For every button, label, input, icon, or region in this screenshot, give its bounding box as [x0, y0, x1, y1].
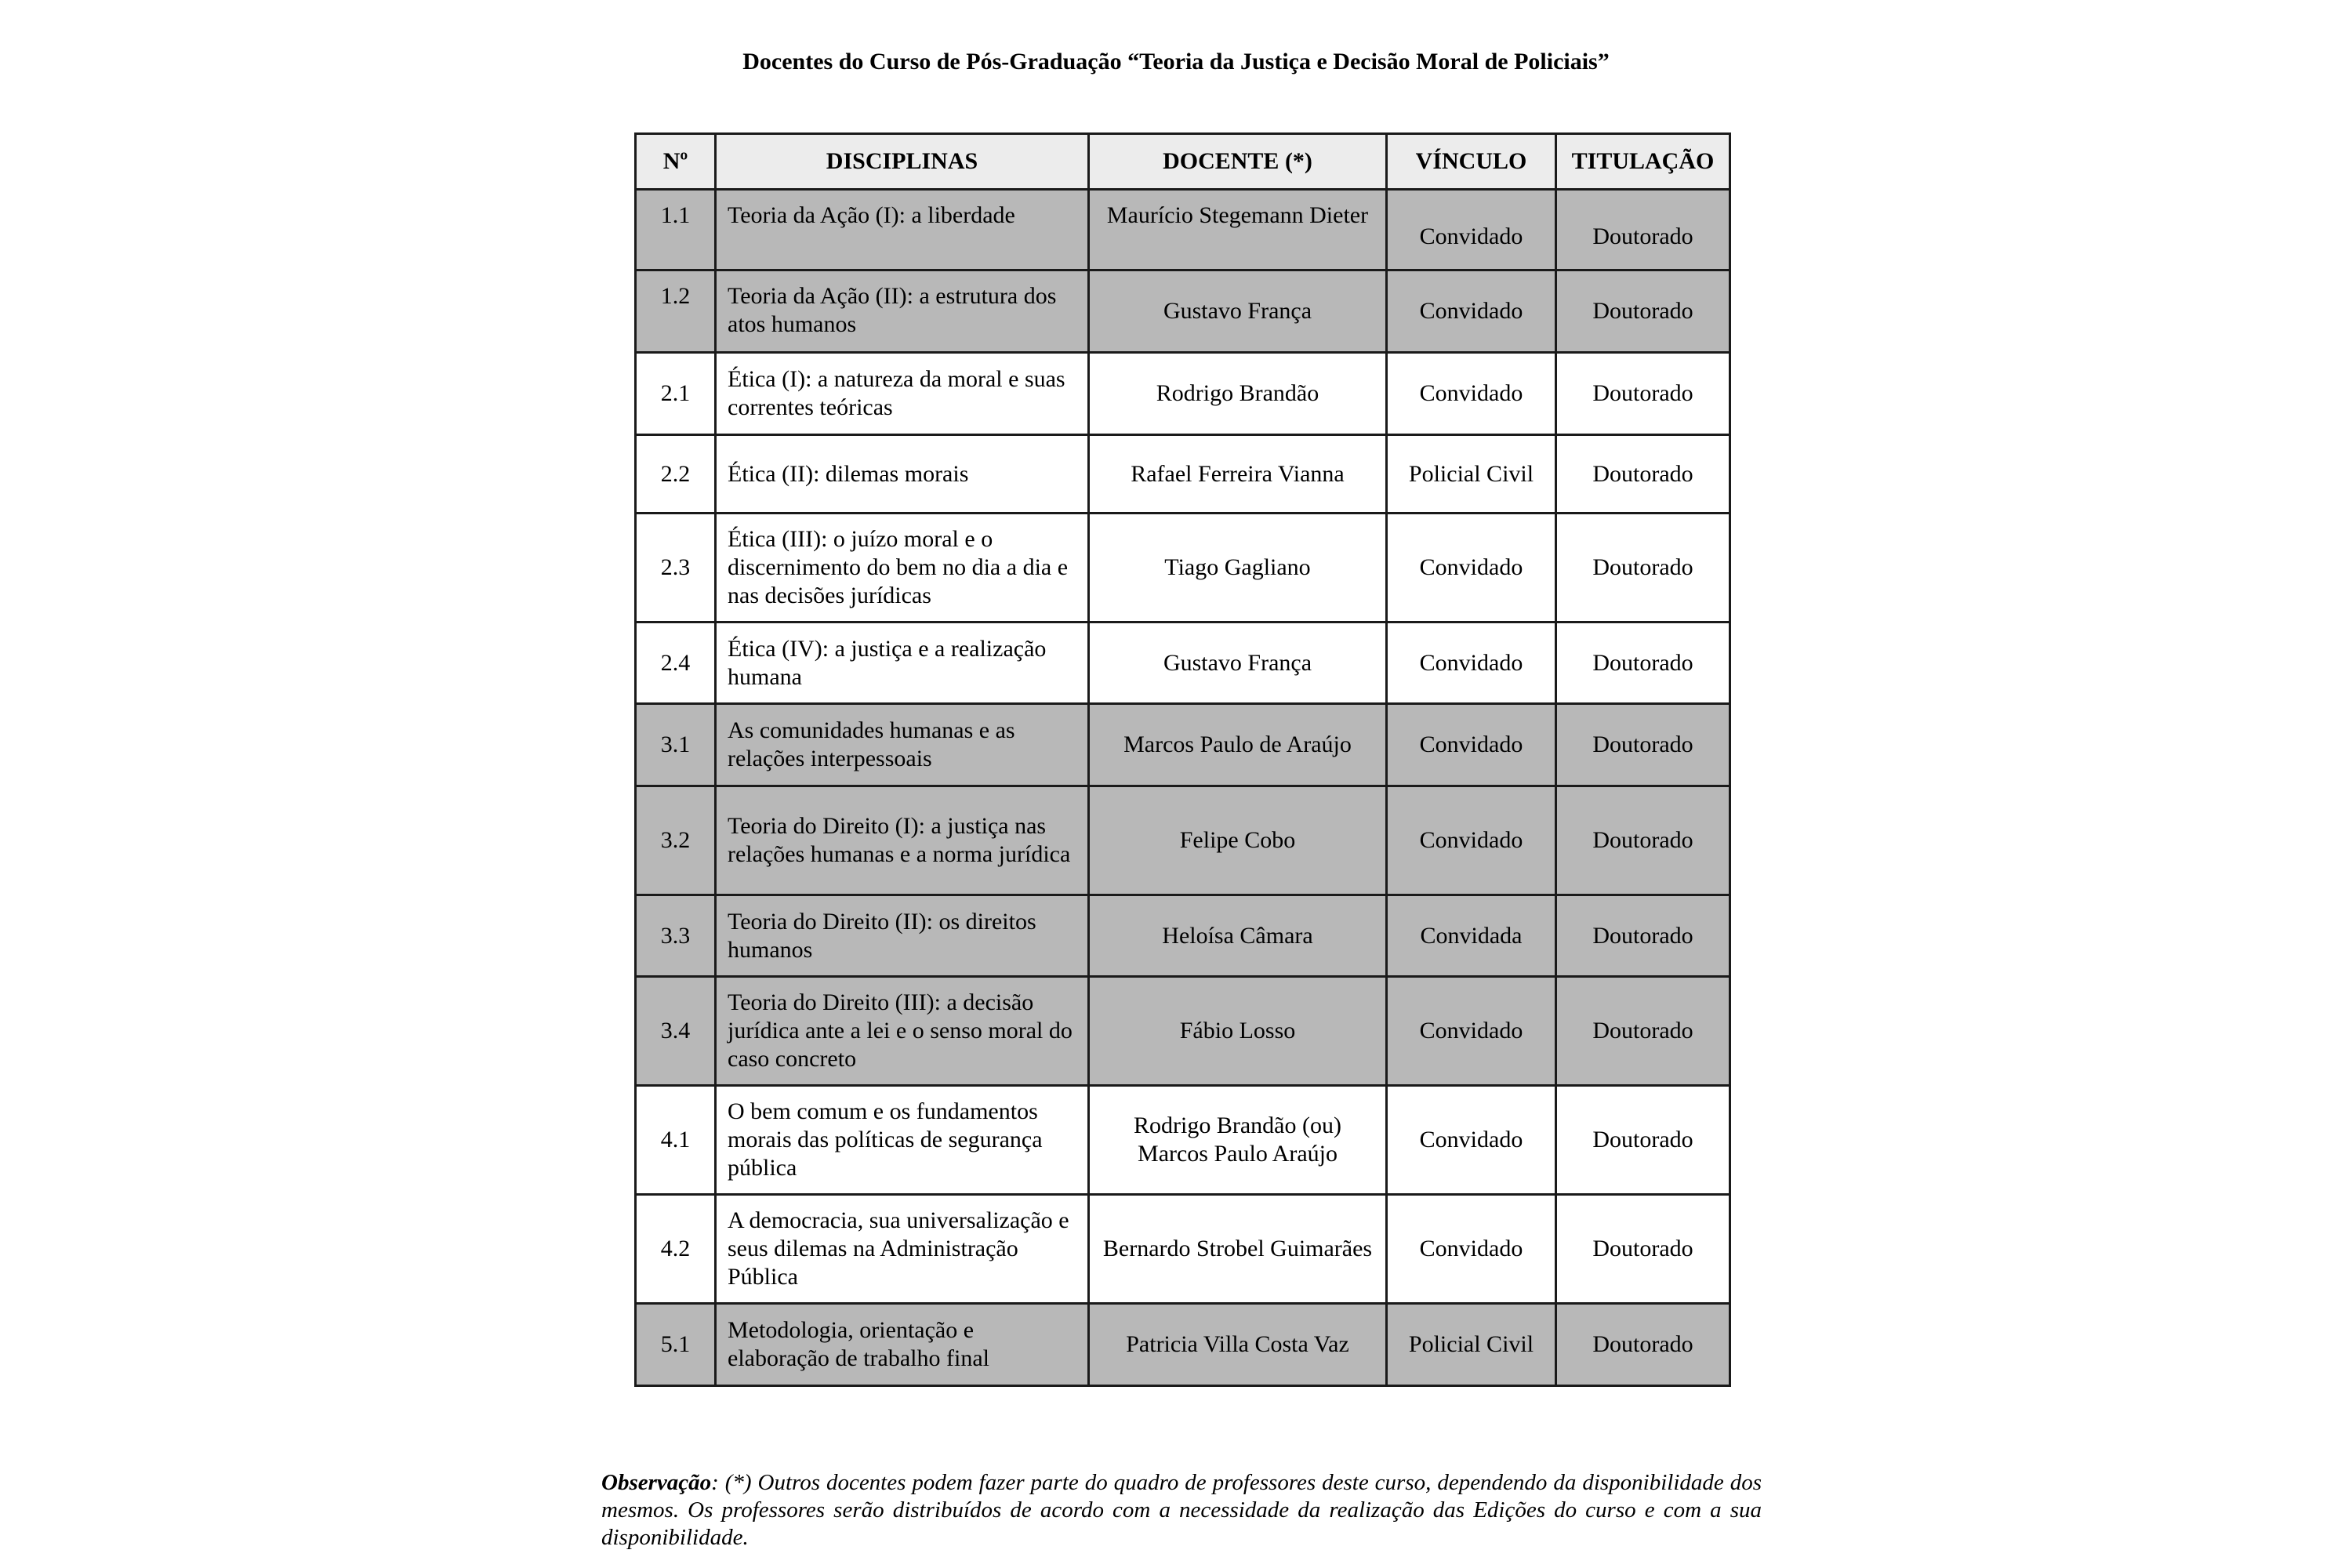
- header-vinculo: VÍNCULO: [1387, 134, 1556, 190]
- cell-disciplina: Teoria do Direito (III): a decisão jurídica ante a lei e o senso moral do caso concreto: [716, 977, 1089, 1086]
- cell-num: 3.4: [636, 977, 716, 1086]
- header-titulacao: TITULAÇÃO: [1556, 134, 1730, 190]
- document-title: Docentes do Curso de Pós-Graduação “Teoria da Justiça e Decisão Moral de Policiais”: [742, 49, 1610, 74]
- footnote: [601, 1469, 1762, 1552]
- cell-docente: Felipe Cobo: [1089, 786, 1387, 895]
- cell-vinculo: Policial Civil: [1387, 435, 1556, 514]
- table-row: [636, 435, 1730, 514]
- faculty-table: [634, 132, 1731, 1387]
- cell-docente: Rafael Ferreira Vianna: [1089, 435, 1387, 514]
- cell-docente: Rodrigo Brandão: [1089, 353, 1387, 435]
- cell-titulacao: Doutorado: [1556, 353, 1730, 435]
- cell-titulacao: Doutorado: [1556, 786, 1730, 895]
- table-row: [636, 190, 1730, 270]
- cell-vinculo: Convidado: [1387, 353, 1556, 435]
- cell-docente: Gustavo França: [1089, 622, 1387, 704]
- cell-docente: Fábio Losso: [1089, 977, 1387, 1086]
- cell-vinculo: Convidado: [1387, 1195, 1556, 1304]
- cell-disciplina: Teoria da Ação (II): a estrutura dos atos humanos: [716, 270, 1089, 353]
- cell-docente: Patricia Villa Costa Vaz: [1089, 1304, 1387, 1386]
- table-row: [636, 622, 1730, 704]
- cell-num: 1.1: [636, 190, 716, 270]
- cell-disciplina: Ética (IV): a justiça e a realização humana: [716, 622, 1089, 704]
- cell-disciplina: Metodologia, orientação e elaboração de trabalho final: [716, 1304, 1089, 1386]
- cell-vinculo: Policial Civil: [1387, 1304, 1556, 1386]
- cell-titulacao: Doutorado: [1556, 895, 1730, 977]
- cell-vinculo: Convidada: [1387, 895, 1556, 977]
- cell-num: 4.1: [636, 1086, 716, 1195]
- cell-vinculo: Convidado: [1387, 622, 1556, 704]
- header-disciplinas: DISCIPLINAS: [716, 134, 1089, 190]
- cell-disciplina: A democracia, sua universalização e seus dilemas na Administração Pública: [716, 1195, 1089, 1304]
- header-num: Nº: [636, 134, 716, 190]
- cell-docente: Tiago Gagliano: [1089, 514, 1387, 622]
- cell-disciplina: Ética (II): dilemas morais: [716, 435, 1089, 514]
- cell-num: 4.2: [636, 1195, 716, 1304]
- table-header-row: [636, 134, 1730, 190]
- table-row: [636, 353, 1730, 435]
- table-row: [636, 704, 1730, 786]
- cell-titulacao: Doutorado: [1556, 704, 1730, 786]
- cell-num: 1.2: [636, 270, 716, 353]
- cell-titulacao: Doutorado: [1556, 1304, 1730, 1386]
- cell-vinculo: Convidado: [1387, 786, 1556, 895]
- footnote-text: : (*) Outros docentes podem fazer parte do quadro de professores deste curso, dependendo da disponibilidade dos mesmos. Os professores serão distribuídos de acordo com a necessidade da realização das Edições do curso e com a sua disponibilidade.: [601, 1470, 1762, 1550]
- cell-disciplina: Teoria do Direito (II): os direitos humanos: [716, 895, 1089, 977]
- cell-num: 2.1: [636, 353, 716, 435]
- cell-num: 3.1: [636, 704, 716, 786]
- cell-titulacao: Doutorado: [1556, 1086, 1730, 1195]
- cell-vinculo: Convidado: [1387, 270, 1556, 353]
- cell-titulacao: Doutorado: [1556, 622, 1730, 704]
- cell-num: 3.2: [636, 786, 716, 895]
- table-row: [636, 1086, 1730, 1195]
- cell-num: 2.2: [636, 435, 716, 514]
- cell-disciplina: Teoria da Ação (I): a liberdade: [716, 190, 1089, 270]
- cell-disciplina: Ética (I): a natureza da moral e suas correntes teóricas: [716, 353, 1089, 435]
- cell-docente: Heloísa Câmara: [1089, 895, 1387, 977]
- cell-vinculo: Convidado: [1387, 514, 1556, 622]
- cell-num: 3.3: [636, 895, 716, 977]
- cell-titulacao: Doutorado: [1556, 514, 1730, 622]
- cell-disciplina: As comunidades humanas e as relações interpessoais: [716, 704, 1089, 786]
- cell-disciplina: Teoria do Direito (I): a justiça nas relações humanas e a norma jurídica: [716, 786, 1089, 895]
- cell-num: 2.3: [636, 514, 716, 622]
- cell-titulacao: Doutorado: [1556, 270, 1730, 353]
- cell-docente: Bernardo Strobel Guimarães: [1089, 1195, 1387, 1304]
- cell-vinculo: Convidado: [1387, 704, 1556, 786]
- cell-disciplina: O bem comum e os fundamentos morais das políticas de segurança pública: [716, 1086, 1089, 1195]
- table-row: [636, 1195, 1730, 1304]
- cell-docente: Marcos Paulo de Araújo: [1089, 704, 1387, 786]
- cell-vinculo: Convidado: [1387, 190, 1556, 270]
- table-row: [636, 977, 1730, 1086]
- table-row: [636, 514, 1730, 622]
- cell-num: 5.1: [636, 1304, 716, 1386]
- table-row: [636, 270, 1730, 353]
- table-row: [636, 895, 1730, 977]
- cell-docente: Maurício Stegemann Dieter: [1089, 190, 1387, 270]
- cell-docente: Gustavo França: [1089, 270, 1387, 353]
- cell-titulacao: Doutorado: [1556, 977, 1730, 1086]
- cell-num: 2.4: [636, 622, 716, 704]
- cell-titulacao: Doutorado: [1556, 190, 1730, 270]
- cell-titulacao: Doutorado: [1556, 435, 1730, 514]
- table-row: [636, 786, 1730, 895]
- cell-disciplina: Ética (III): o juízo moral e o discernimento do bem no dia a dia e nas decisões jurídicas: [716, 514, 1089, 622]
- header-docente: DOCENTE (*): [1089, 134, 1387, 190]
- cell-docente: Rodrigo Brandão (ou) Marcos Paulo Araújo: [1089, 1086, 1387, 1195]
- cell-vinculo: Convidado: [1387, 1086, 1556, 1195]
- footnote-lead: Observação: [601, 1470, 712, 1495]
- table-row: [636, 1304, 1730, 1386]
- cell-titulacao: Doutorado: [1556, 1195, 1730, 1304]
- cell-vinculo: Convidado: [1387, 977, 1556, 1086]
